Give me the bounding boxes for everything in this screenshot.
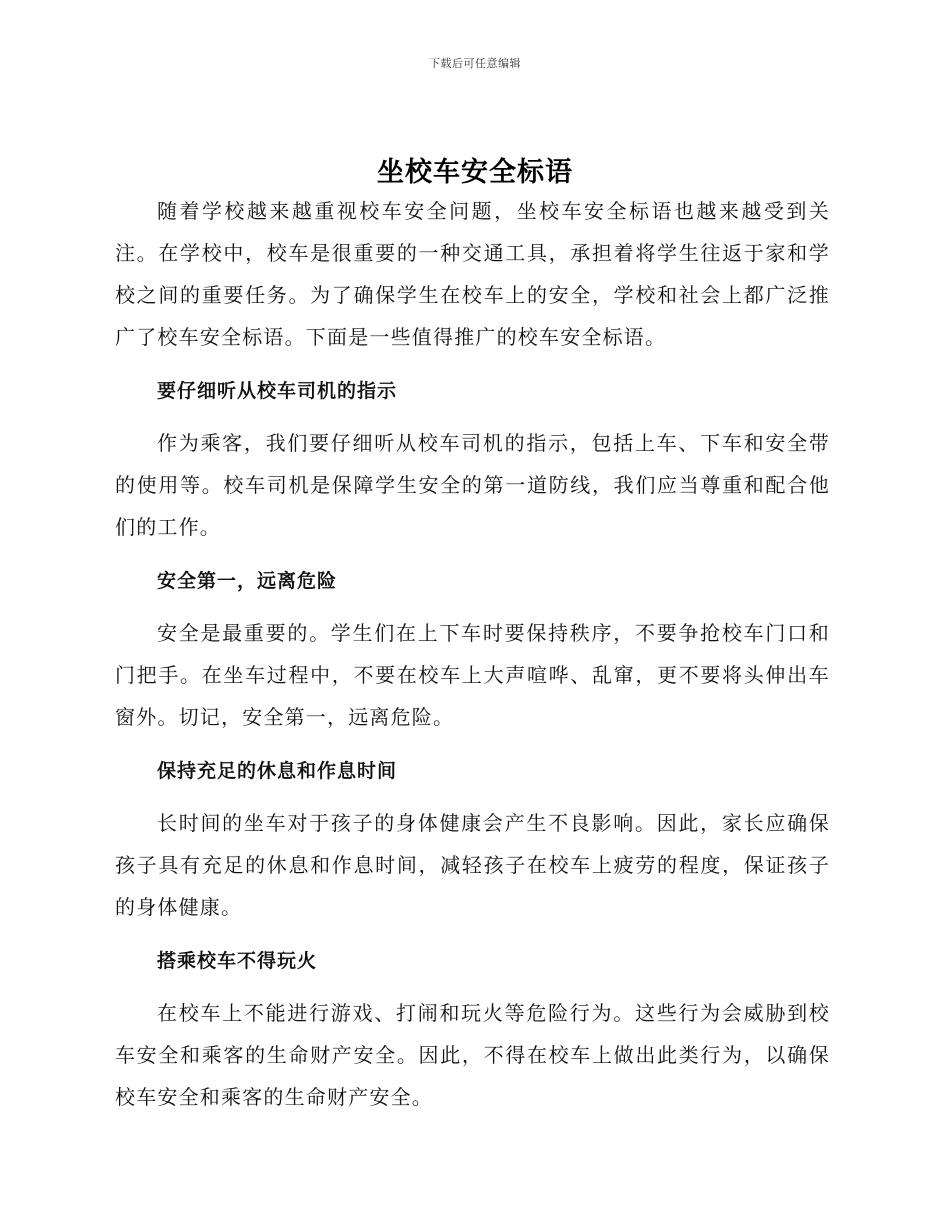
section-heading: 保持充足的休息和作息时间 xyxy=(157,760,398,782)
section-paragraph: 安全是最重要的。学生们在上下车时要保持秩序，不要争抢校车门口和门把手。在坐车过程中，不要在校车上大声喧哗、乱窜，更不要将头伸出车窗外。切记，安全第一，远离危险。 xyxy=(115,621,830,729)
section-paragraph: 在校车上不能进行游戏、打闹和玩火等危险行为。这些行为会威胁到校车安全和乘客的生命财产安全。因此，不得在校车上做出此类行为，以确保校车安全和乘客的生命财产安全。 xyxy=(115,1001,830,1109)
section-heading: 搭乘校车不得玩火 xyxy=(157,950,318,972)
intro-paragraph: 随着学校越来越重视校车安全问题，坐校车安全标语也越来越受到关注。在学校中，校车是很重要的一种交通工具，承担着将学生往返于家和学校之间的重要任务。为了确保学生在校车上的安全，学校和社会上都广泛推广了校车安全标语。下面是一些值得推广的校车安全标语。 xyxy=(115,199,830,349)
section-paragraph: 长时间的坐车对于孩子的身体健康会产生不良影响。因此，家长应确保孩子具有充足的休息和作息时间，减轻孩子在校车上疲劳的程度，保证孩子的身体健康。 xyxy=(115,811,830,919)
document-title: 坐校车安全标语 xyxy=(377,157,573,188)
section-paragraph: 作为乘客，我们要仔细听从校车司机的指示，包括上车、下车和安全带的使用等。校车司机是保障学生安全的第一道防线，我们应当尊重和配合他们的工作。 xyxy=(115,431,830,539)
section-heading: 安全第一，远离危险 xyxy=(157,570,338,592)
header-note: 下载后可任意编辑 xyxy=(429,57,521,70)
document-body xyxy=(115,190,830,1118)
section-heading: 要仔细听从校车司机的指示 xyxy=(157,380,398,402)
